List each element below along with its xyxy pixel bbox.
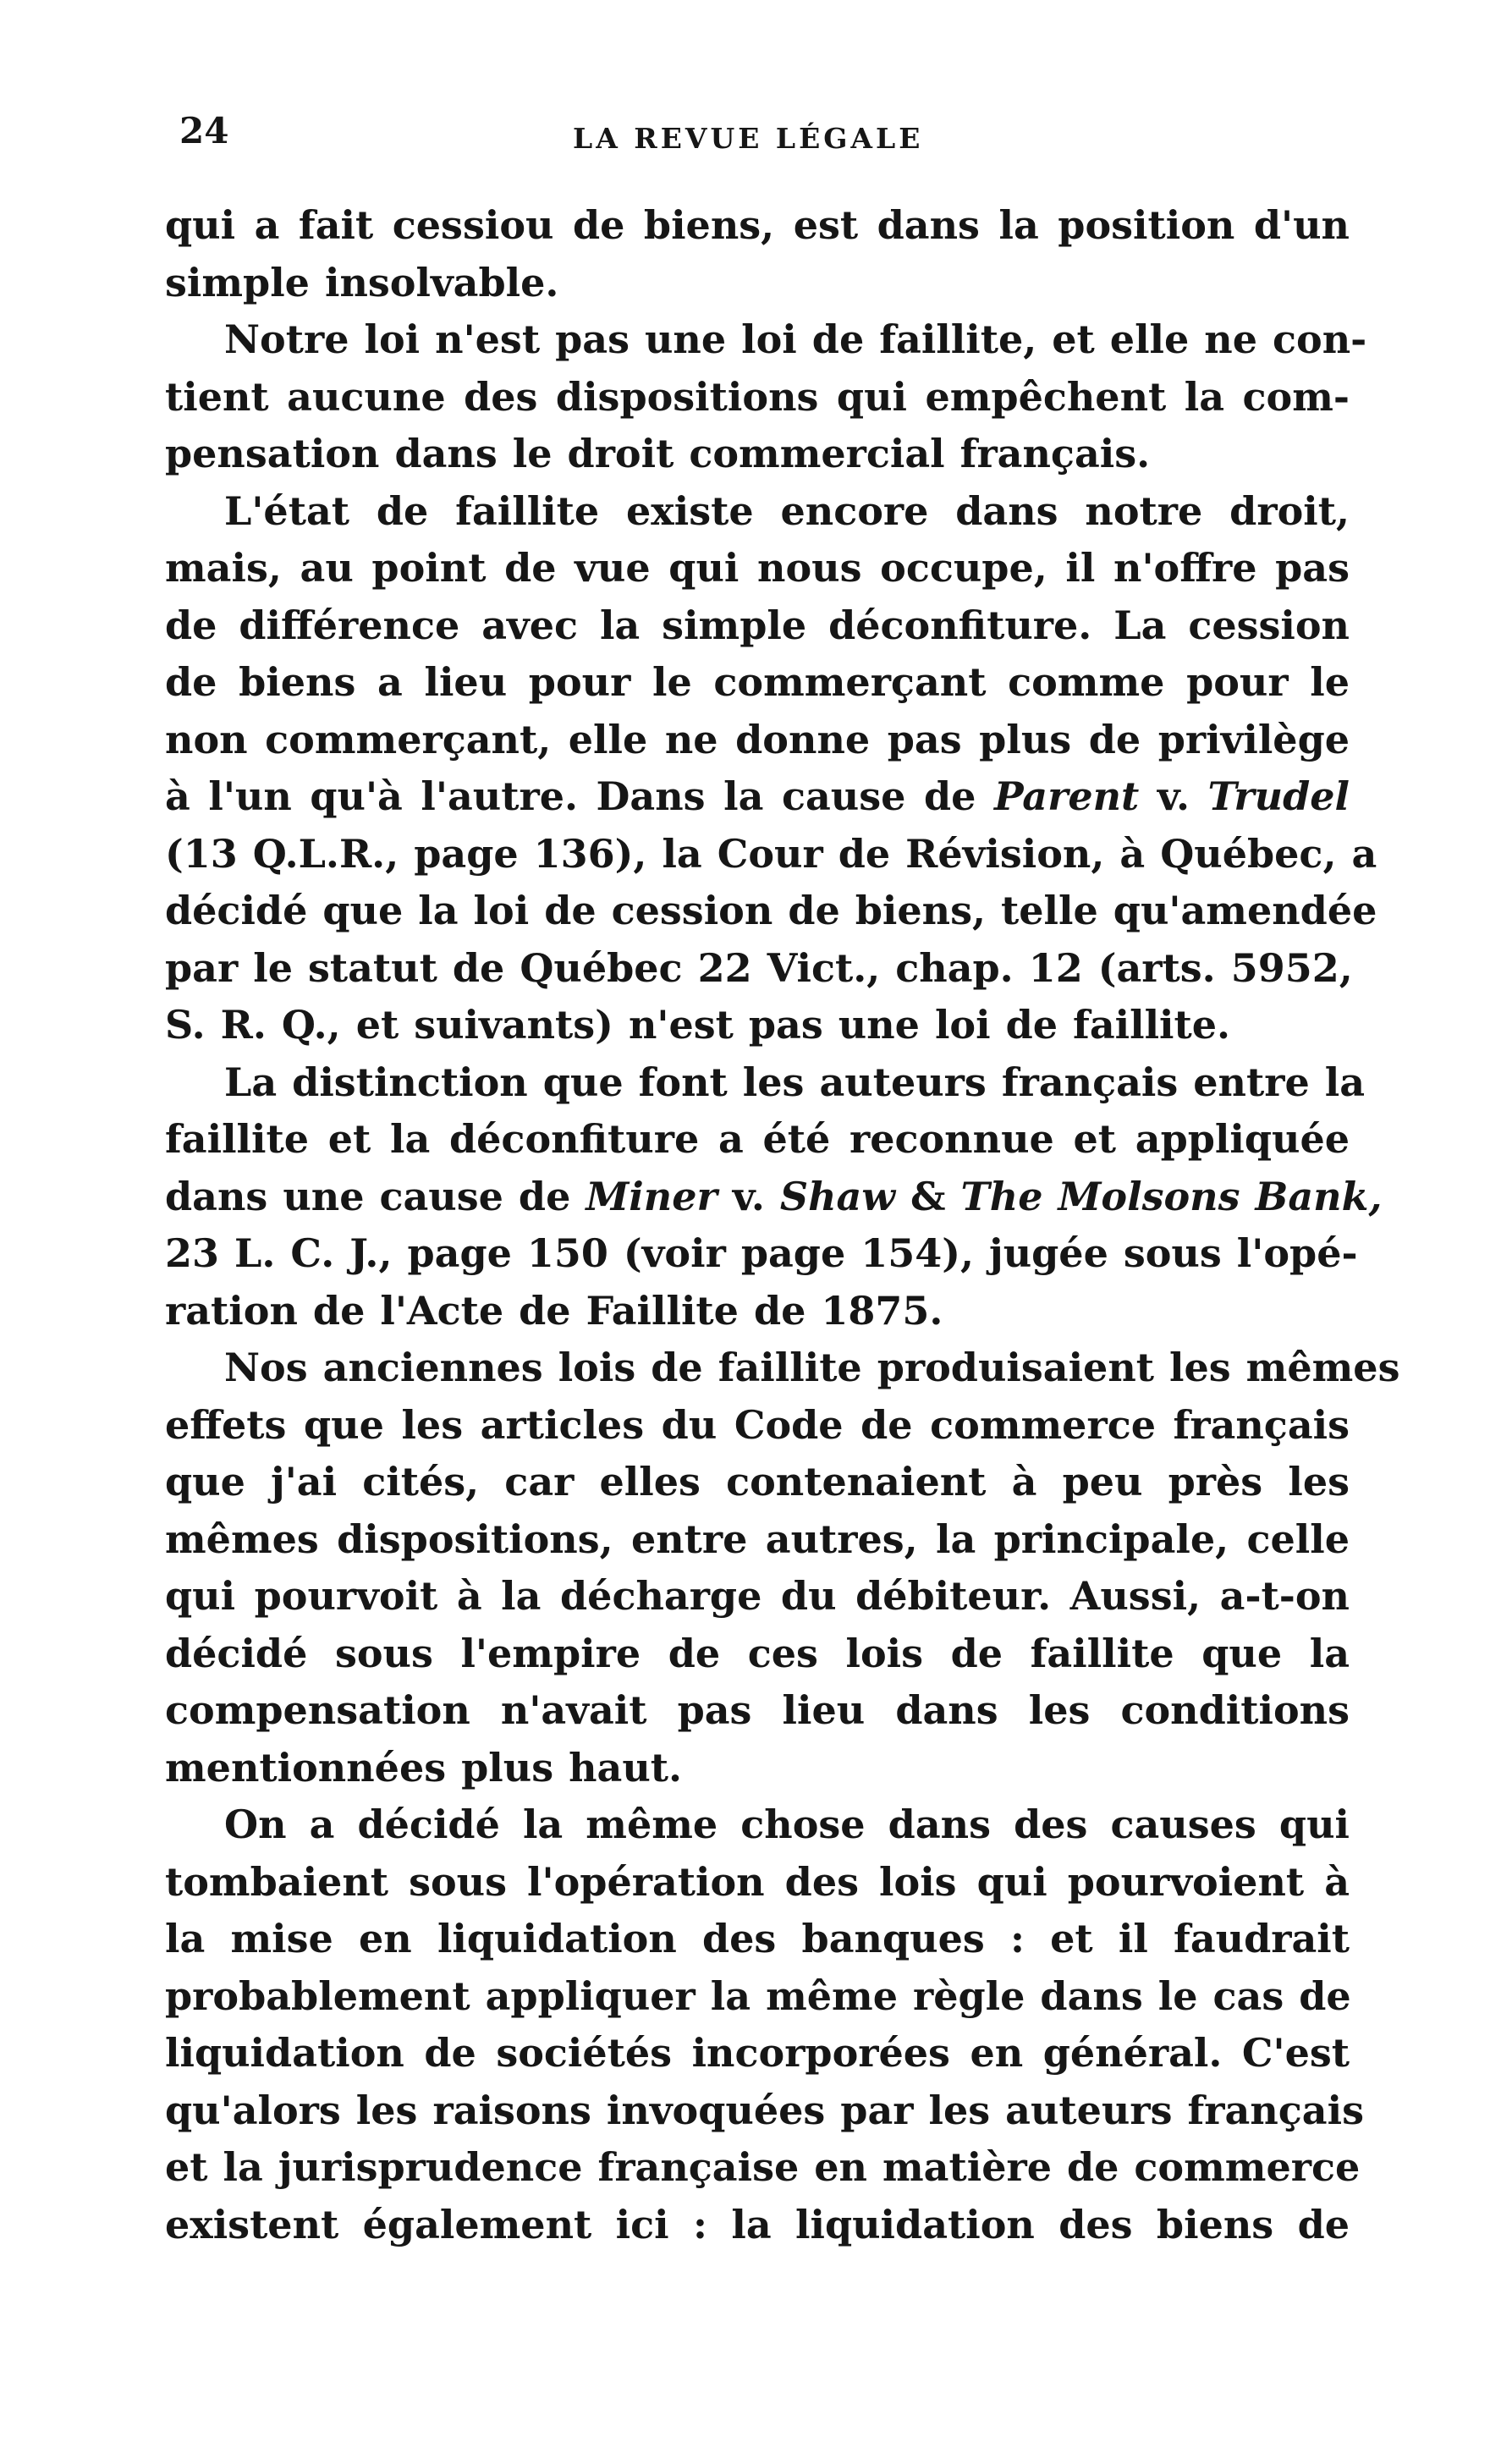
text-line: qu'alors les raisons invoquées par les auteurs français	[165, 2087, 1364, 2133]
text-line: décidé que la loi de cession de biens, telle qu'amendée	[165, 888, 1377, 933]
text-line: La distinction que font les auteurs français entre la	[224, 1059, 1366, 1105]
text-line: tombaient sous l'opération des lois qui pourvoient à	[165, 1858, 1350, 1905]
text-line: L'état de faillite existe encore dans notre droit,	[224, 487, 1350, 534]
italic-case-name: The Molsons Bank,	[960, 1173, 1383, 1219]
text-line	[165, 768, 1350, 826]
text-line: liquidation de sociétés incorporées en général. C'est	[165, 2030, 1350, 2076]
text-line: par le statut de Québec 22 Vict., chap. 12 (arts. 5952,	[165, 944, 1353, 991]
text-line: (13 Q.L.R., page 136), la Cour de Révision, à Québec, a	[165, 830, 1377, 877]
text-line: de biens a lieu pour le commerçant comme pour le	[165, 659, 1350, 705]
text-line: On a décidé la même chose dans des causes qui	[224, 1802, 1350, 1847]
italic-case-name: Trudel	[1207, 773, 1350, 819]
text-line: qui a fait cessiou de biens, est dans la position d'un	[165, 202, 1350, 248]
text-line: compensation n'avait pas lieu dans les conditions	[165, 1687, 1350, 1733]
text-line: et la jurisprudence française en matière de commerce	[165, 2144, 1361, 2190]
italic-case-name: Shaw	[779, 1173, 895, 1219]
text-fragment: à l'un qu'à l'autre. Dans la cause de	[165, 773, 994, 819]
text-line: faillite et la déconfiture a été reconnue et appliquée	[165, 1116, 1350, 1162]
text-line: qui pourvoit à la décharge du débiteur. Aussi, a-t-on	[165, 1573, 1350, 1619]
text-fragment: dans une cause de	[165, 1173, 586, 1219]
italic-case-name: Miner	[586, 1173, 718, 1219]
text-line: mêmes dispositions, entre autres, la principale, celle	[165, 1516, 1350, 1562]
text-line: Nos anciennes lois de faillite produisaient les mêmes	[224, 1345, 1400, 1390]
text-line: tient aucune des dispositions qui empêchent la com-	[165, 373, 1350, 420]
body-text	[165, 197, 1400, 2253]
text-line: Notre loi n'est pas une loi de faillite, et elle ne con-	[224, 316, 1367, 362]
text-line: que j'ai cités, car elles contenaient à peu près les	[165, 1459, 1350, 1505]
running-title: LA REVUE LÉGALE	[573, 122, 924, 155]
text-line: pensation dans le droit commercial français.	[165, 431, 1151, 476]
text-line: ration de l'Acte de Faillite de 1875.	[165, 1287, 943, 1334]
text-line: mais, au point de vue qui nous occupe, il n'offre pas	[165, 545, 1350, 591]
text-line: S. R. Q., et suivants) n'est pas une loi de faillite.	[165, 1002, 1231, 1048]
text-line: non commerçant, elle ne donne pas plus de privilège	[165, 716, 1350, 762]
text-fragment: &	[894, 1173, 961, 1219]
text-line	[165, 1169, 1383, 1226]
text-fragment: v.	[717, 1173, 780, 1219]
text-line: probablement appliquer la même règle dans le cas de	[165, 1972, 1351, 2019]
text-line: de différence avec la simple déconfiture. La cession	[165, 602, 1350, 648]
text-line: simple insolvable.	[165, 259, 559, 305]
text-line: mentionnées plus haut.	[165, 1744, 683, 1791]
page-number: 24	[179, 110, 229, 151]
text-fragment: v.	[1139, 773, 1208, 819]
italic-case-name: Parent	[993, 773, 1140, 819]
page-header	[179, 110, 1355, 161]
text-line: décidé sous l'empire de ces lois de faillite que la	[165, 1630, 1350, 1676]
text-line: existent également ici : la liquidation des biens de	[165, 2201, 1350, 2247]
text-line: 23 L. C. J., page 150 (voir page 154), jugée sous l'opé-	[165, 1230, 1358, 1276]
text-line: effets que les articles du Code de commerce français	[165, 1401, 1350, 1448]
text-line: la mise en liquidation des banques : et il faudrait	[165, 1916, 1350, 1961]
